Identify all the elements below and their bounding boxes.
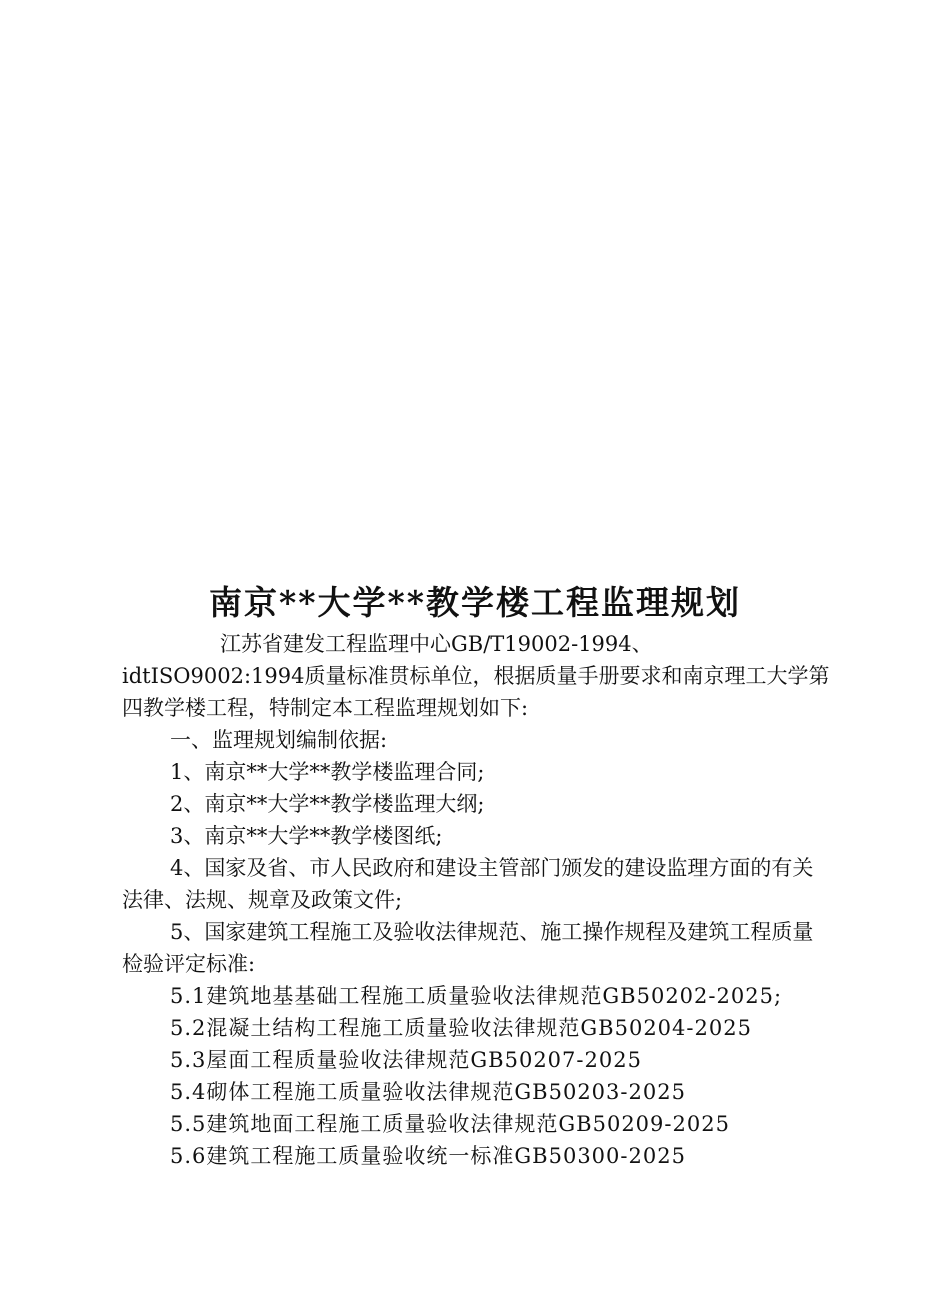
standard-item: 5.4砌体工程施工质量验收法律规范GB50203-2025 (170, 1080, 686, 1104)
document-title: 南京**大学**教学楼工程监理规划 (208, 583, 742, 622)
standard-item: 5.5建筑地面工程施工质量验收法律规范GB50209-2025 (170, 1112, 730, 1136)
standard-item: 5.3屋面工程质量验收法律规范GB50207-2025 (170, 1048, 642, 1072)
standard-item: 5.2混凝土结构工程施工质量验收法律规范GB50204-2025 (170, 1016, 752, 1040)
list-item: 5、国家建筑工程施工及验收法律规范、施工操作规程及建筑工程质量检验评定标准: (122, 920, 814, 976)
list-item: 4、国家及省、市人民政府和建设主管部门颁发的建设监理方面的有关法律、法规、规章及政策文件; (122, 856, 814, 912)
list-item: 1、南京**大学**教学楼监理合同; (170, 760, 485, 784)
standard-item: 5.1建筑地基基础工程施工质量验收法律规范GB50202-2025; (170, 984, 783, 1008)
intro-paragraph: 江苏省建发工程监理中心GB/T19002-1994、idtISO9002:1994质量标准贯标单位，根据质量手册要求和南京理工大学第四教学楼工程，特制定本工程监理规划如下: (122, 632, 830, 720)
list-item: 2、南京**大学**教学楼监理大纲; (170, 792, 485, 816)
standard-item: 5.6建筑工程施工质量验收统一标准GB50300-2025 (170, 1144, 686, 1168)
document-body (122, 628, 834, 1172)
list-item: 3、南京**大学**教学楼图纸; (170, 824, 443, 848)
section-heading: 一、监理规划编制依据: (170, 728, 388, 752)
